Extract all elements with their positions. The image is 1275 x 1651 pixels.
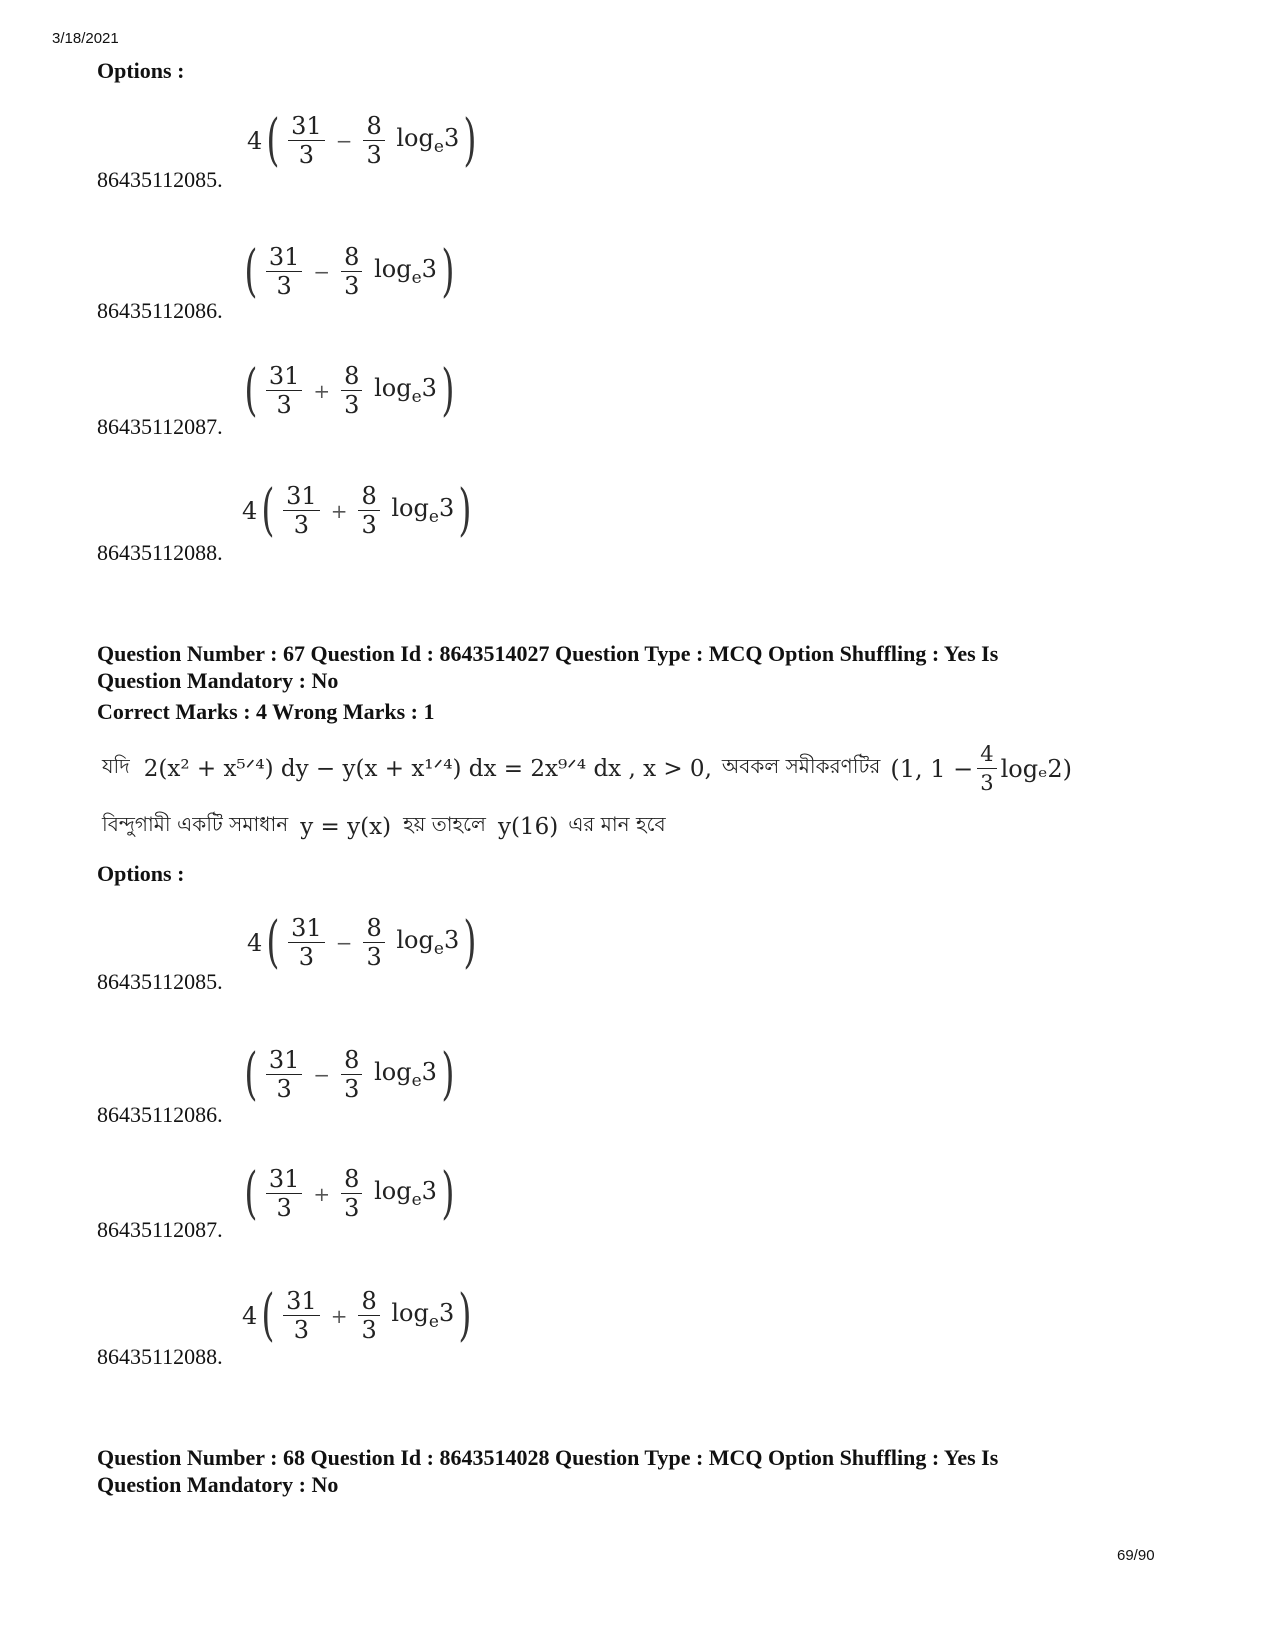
question-marks: Correct Marks : 4 Wrong Marks : 1 [97, 699, 435, 724]
option-formula [240, 238, 459, 304]
operator: + [330, 498, 348, 523]
solution-function: y = y(x) [300, 813, 392, 840]
question-mandatory: Question Mandatory : No [97, 1472, 339, 1497]
option-formula [242, 1282, 476, 1348]
formula-coefficient: 4 [242, 1301, 258, 1330]
right-paren: ) [463, 909, 477, 975]
formula-coefficient: 4 [247, 928, 263, 957]
fraction: $\frac{31}{3}$ [283, 1287, 320, 1344]
differential-equation: 2(x² + x⁵ᐟ⁴) dy − y(x + x¹ᐟ⁴) dx = 2x⁹ᐟ⁴ dx , x > 0, [143, 755, 712, 782]
options-heading: Options : [97, 58, 185, 83]
right-paren: ) [441, 357, 455, 423]
initial-point: (1, 1 − $\frac{4}{3}$ logₑ2) [890, 742, 1073, 795]
question-phrase: হয় তাহলে [403, 812, 486, 836]
right-paren: ) [458, 477, 472, 543]
question-text-line1 [102, 740, 1072, 797]
operator: − [335, 128, 353, 153]
right-paren: ) [441, 238, 455, 304]
option-id: 86435112086. [97, 298, 223, 323]
print-date: 3/18/2021 [52, 30, 119, 47]
value-asked: y(16) [497, 813, 559, 840]
left-paren: ( [244, 1160, 258, 1226]
page-number: 69/90 [1117, 1547, 1155, 1564]
option-id: 86435112087. [97, 414, 223, 439]
right-paren: ) [441, 1160, 455, 1226]
operator: − [313, 259, 331, 284]
fraction: $\frac{8}{3}$ [358, 1287, 379, 1344]
left-paren: ( [244, 238, 258, 304]
option-id: 86435112085. [97, 969, 223, 994]
formula-coefficient: 4 [242, 496, 258, 525]
left-paren: ( [266, 107, 280, 173]
operator: − [335, 930, 353, 955]
fraction: $\frac{31}{3}$ [283, 482, 320, 539]
right-paren: ) [458, 1282, 472, 1348]
question-phrase: অবকল সমীকরণটির [721, 754, 881, 778]
options-heading: Options : [97, 861, 185, 886]
option-id: 86435112086. [97, 1102, 223, 1127]
fraction: $\frac{31}{3}$ [288, 112, 325, 169]
question-phrase: এর মান হবে [568, 812, 666, 836]
left-paren: ( [261, 477, 275, 543]
log-term: $\log_e3$ [396, 124, 460, 157]
right-paren: ) [463, 107, 477, 173]
option-formula [242, 477, 476, 543]
formula-coefficient: 4 [247, 126, 263, 155]
question-meta [97, 1444, 1097, 1498]
operator: + [313, 378, 331, 403]
fraction: $\frac{8}{3}$ [341, 1046, 362, 1103]
fraction: $\frac{31}{3}$ [266, 1046, 303, 1103]
option-formula [240, 1041, 459, 1107]
fraction: $\frac{8}{3}$ [358, 482, 379, 539]
question-phrase: বিন্দুগামী একটি সমাধান [102, 812, 289, 836]
question-text-line2 [102, 810, 666, 843]
left-paren: ( [261, 1282, 275, 1348]
option-formula [240, 357, 459, 423]
log-term: $\log_e3$ [374, 1058, 437, 1091]
option-formula [247, 107, 481, 173]
log-term: $\log_e3$ [374, 255, 437, 288]
fraction: $\frac{31}{3}$ [266, 243, 303, 300]
fraction: $\frac{8}{3}$ [341, 362, 362, 419]
log-term: $\log_e3$ [391, 1299, 455, 1332]
fraction: $\frac{31}{3}$ [266, 362, 303, 419]
question-word: যদি [102, 754, 130, 778]
log-term: $\log_e3$ [374, 374, 437, 407]
log-term: $\log_e3$ [396, 926, 460, 959]
question-meta-line: Question Number : 67 Question Id : 8643514027 Question Type : MCQ Option Shuffling : Yes Is [97, 641, 999, 666]
operator: − [313, 1062, 331, 1087]
fraction: $\frac{31}{3}$ [266, 1165, 303, 1222]
option-id: 86435112087. [97, 1217, 223, 1242]
fraction: $\frac{8}{3}$ [363, 914, 384, 971]
operator: + [313, 1181, 331, 1206]
question-mandatory: Question Mandatory : No [97, 668, 339, 693]
left-paren: ( [244, 1041, 258, 1107]
operator: + [330, 1303, 348, 1328]
option-formula [240, 1160, 459, 1226]
log-term: $\log_e3$ [391, 494, 455, 527]
fraction: $\frac{8}{3}$ [363, 112, 384, 169]
option-id: 86435112088. [97, 1344, 223, 1369]
option-id: 86435112085. [97, 167, 223, 192]
fraction: $\frac{8}{3}$ [341, 243, 362, 300]
right-paren: ) [441, 1041, 455, 1107]
fraction: $\frac{8}{3}$ [341, 1165, 362, 1222]
log-term: $\log_e3$ [374, 1177, 437, 1210]
option-id: 86435112088. [97, 540, 223, 565]
question-meta [97, 640, 1097, 694]
option-formula [247, 909, 481, 975]
fraction: $\frac{31}{3}$ [288, 914, 325, 971]
question-meta-line: Question Number : 68 Question Id : 8643514028 Question Type : MCQ Option Shuffling : Yes Is [97, 1445, 999, 1470]
left-paren: ( [266, 909, 280, 975]
left-paren: ( [244, 357, 258, 423]
